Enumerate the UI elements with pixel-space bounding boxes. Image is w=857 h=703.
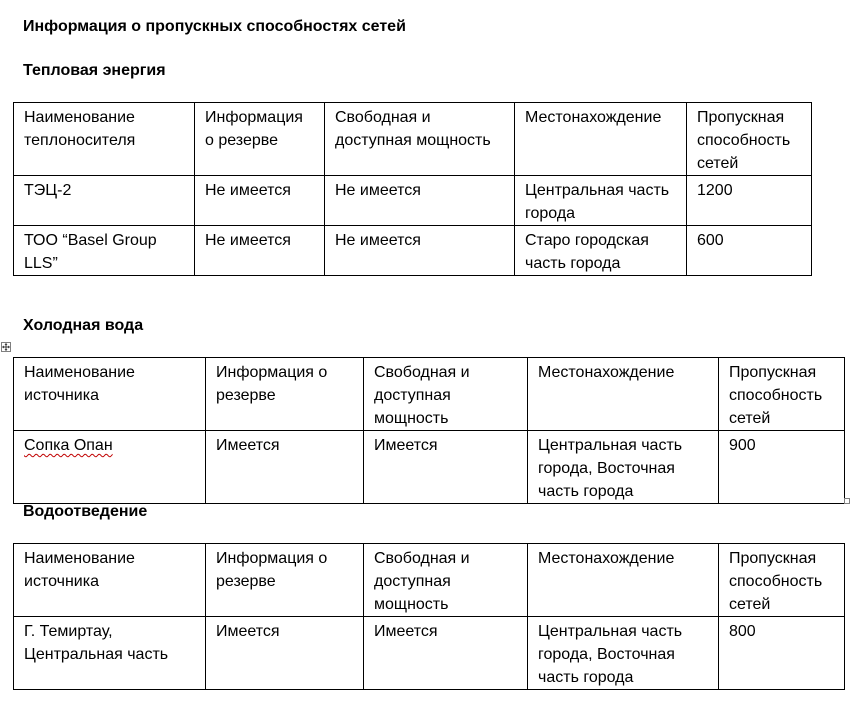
header-cell: Местонахождение xyxy=(528,544,719,617)
table-cell: Центральная часть города xyxy=(515,176,687,226)
table-cell: Не имеется xyxy=(325,226,515,276)
table-header-row xyxy=(14,544,845,617)
header-cell: Свободная и доступная мощность xyxy=(325,103,515,176)
table-cell xyxy=(14,431,206,504)
table-cell: Имеется xyxy=(206,431,364,504)
table-cell: ТОО “Basel Group LLS” xyxy=(14,226,195,276)
table-header-row xyxy=(14,358,845,431)
four-arrows-move-icon[interactable] xyxy=(1,342,11,352)
table-cell: 600 xyxy=(687,226,812,276)
header-cell: Пропускная способность сетей xyxy=(687,103,812,176)
table-cell: Г. Темиртау, Центральная часть xyxy=(14,617,206,690)
header-cell: Пропускная способность сетей xyxy=(719,358,845,431)
drainage-table xyxy=(13,543,845,690)
section-heading-cold-water: Холодная вода xyxy=(23,317,144,334)
header-cell: Наименование источника xyxy=(14,544,206,617)
table-row xyxy=(14,226,812,276)
page-title: Информация о пропускных способностях сетей xyxy=(23,18,406,35)
table-cell: 900 xyxy=(719,431,845,504)
header-cell: Информация о резерве xyxy=(195,103,325,176)
table-cell: Старо городская часть города xyxy=(515,226,687,276)
table-cell: Имеется xyxy=(364,431,528,504)
resize-square-icon[interactable] xyxy=(844,498,850,504)
header-cell: Пропускная способность сетей xyxy=(719,544,845,617)
header-cell: Информация о резерве xyxy=(206,358,364,431)
table-header-row xyxy=(14,103,812,176)
table-cell: 800 xyxy=(719,617,845,690)
header-cell: Свободная и доступная мощность xyxy=(364,544,528,617)
header-cell: Наименование теплоносителя xyxy=(14,103,195,176)
header-cell: Свободная и доступная мощность xyxy=(364,358,528,431)
table-cell: Центральная часть города, Восточная часть города xyxy=(528,617,719,690)
table-cell: 1200 xyxy=(687,176,812,226)
table-cell: Не имеется xyxy=(195,226,325,276)
section-heading-heat: Тепловая энергия xyxy=(23,62,166,79)
table-row xyxy=(14,176,812,226)
table-cell: Имеется xyxy=(206,617,364,690)
table-cell: Не имеется xyxy=(195,176,325,226)
heat-capacity-table xyxy=(13,102,812,276)
table-cell: Не имеется xyxy=(325,176,515,226)
header-cell: Местонахождение xyxy=(528,358,719,431)
section-heading-drainage: Водоотведение xyxy=(23,503,148,520)
spellcheck-flagged-text: Сопка Опан xyxy=(24,437,113,454)
table-cell: Имеется xyxy=(364,617,528,690)
header-cell: Наименование источника xyxy=(14,358,206,431)
header-cell: Местонахождение xyxy=(515,103,687,176)
cold-water-table xyxy=(13,357,845,504)
table-row xyxy=(14,431,845,504)
header-cell: Информация о резерве xyxy=(206,544,364,617)
table-cell: Центральная часть города, Восточная часть города xyxy=(528,431,719,504)
table-cell: ТЭЦ-2 xyxy=(14,176,195,226)
table-row xyxy=(14,617,845,690)
